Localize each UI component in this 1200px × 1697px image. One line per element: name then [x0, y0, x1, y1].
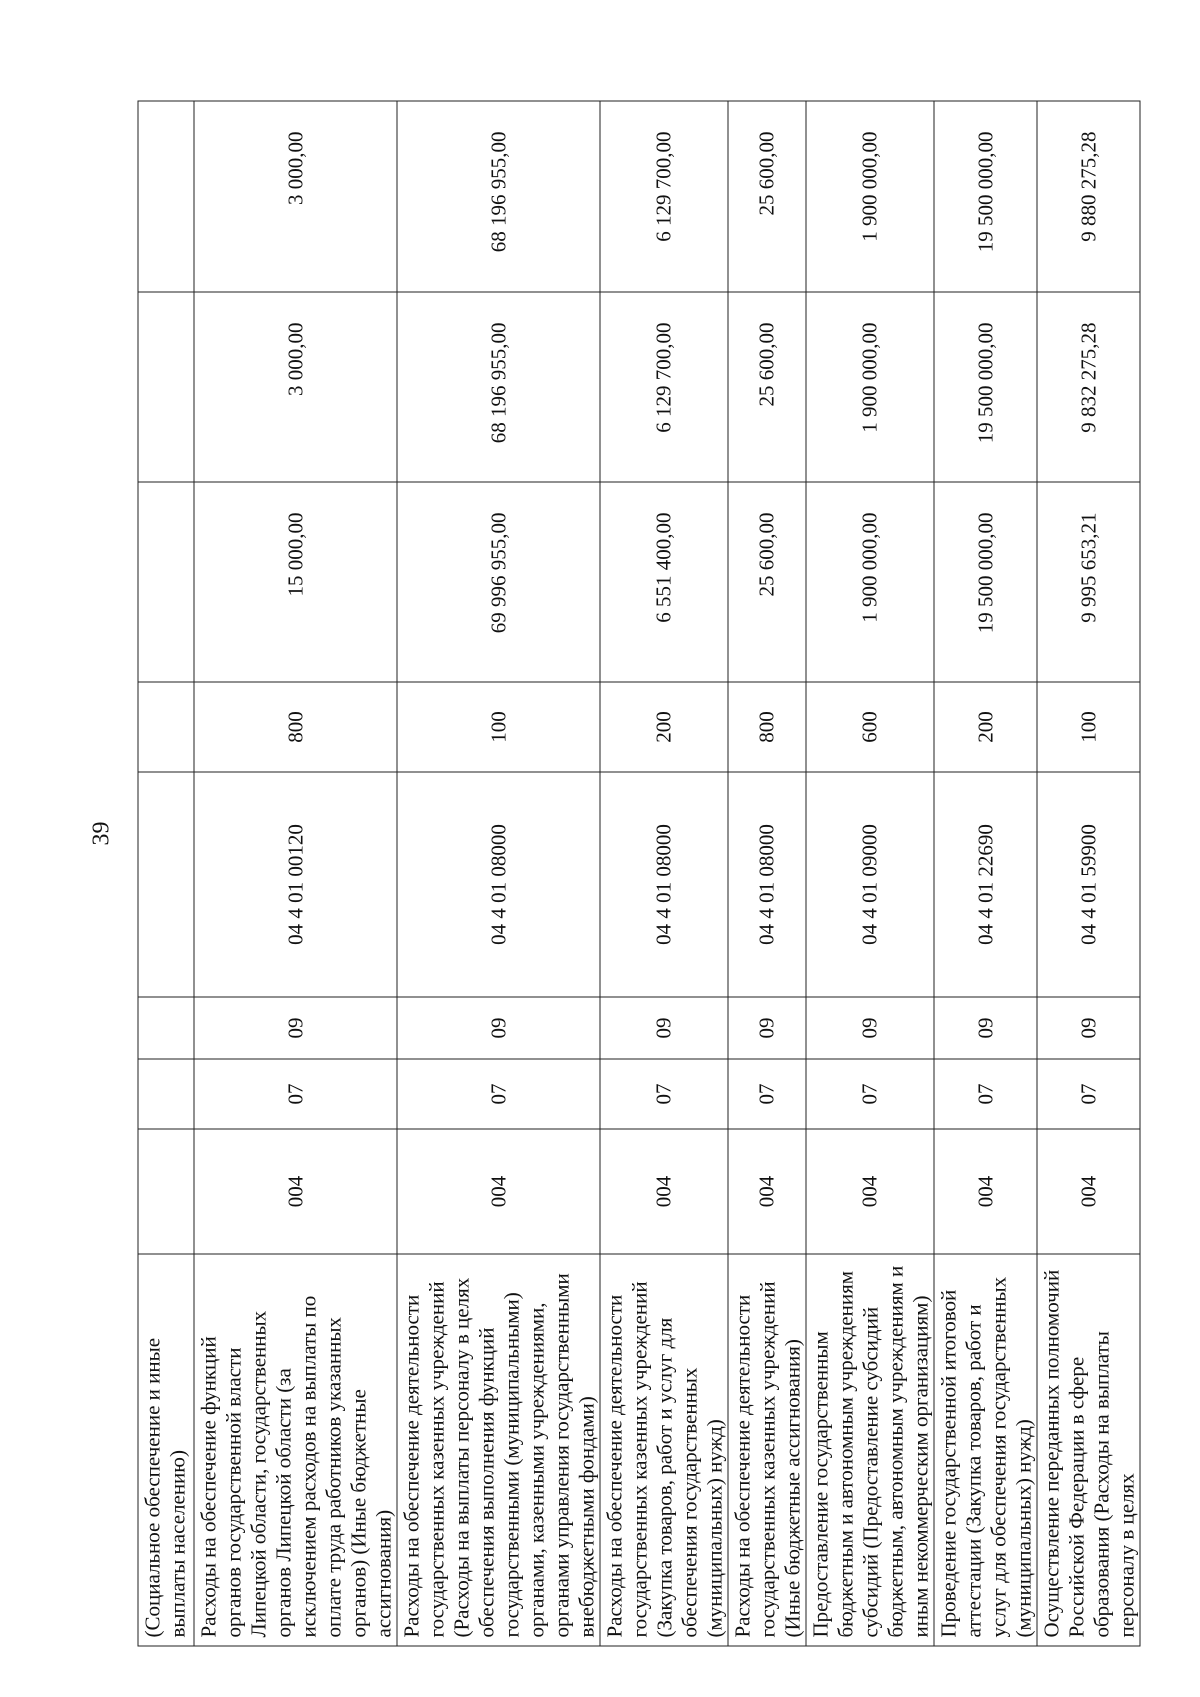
ministry-code [138, 1129, 194, 1254]
target-article-code: 04 4 01 09000 [806, 772, 934, 997]
budget-table [137, 101, 1140, 1647]
amount-year-2: 19 500 000,00 [934, 292, 1037, 482]
target-article-code: 04 4 01 22690 [934, 772, 1037, 997]
section-code: 07 [600, 1059, 728, 1129]
subsection-code: 09 [806, 997, 934, 1059]
amount-year-1: 1 900 000,00 [806, 482, 934, 682]
table-row [397, 101, 600, 1646]
target-article-code: 04 4 01 08000 [397, 772, 600, 997]
table-row [1037, 101, 1140, 1646]
amount-year-1: 69 996 955,00 [397, 482, 600, 682]
section-code: 07 [1037, 1059, 1140, 1129]
expense-type-code: 200 [600, 682, 728, 772]
amount-year-3: 3 000,00 [194, 101, 397, 292]
ministry-code: 004 [934, 1129, 1037, 1254]
section-code: 07 [194, 1059, 397, 1129]
amount-year-3: 9 880 275,28 [1037, 101, 1140, 292]
amount-year-2: 9 832 275,28 [1037, 292, 1140, 482]
subsection-code: 09 [194, 997, 397, 1059]
expense-type-code: 100 [1037, 682, 1140, 772]
row-description: Расходы на обеспечение функций органов государственной власти Липецкой области, государственных органов Липецкой области (за исключением расходов на выплаты по оплате труда работников указанных органов) (Иные бюджетные ассигнования) [194, 1254, 397, 1646]
ministry-code: 004 [600, 1129, 728, 1254]
target-article-code: 04 4 01 59900 [1037, 772, 1140, 997]
amount-year-2: 68 196 955,00 [397, 292, 600, 482]
table-row [138, 101, 194, 1646]
amount-year-3 [138, 101, 194, 292]
amount-year-3: 25 600,00 [728, 101, 806, 292]
section-code [138, 1059, 194, 1129]
table-body [138, 101, 1140, 1646]
amount-year-1: 6 551 400,00 [600, 482, 728, 682]
amount-year-2: 25 600,00 [728, 292, 806, 482]
ministry-code: 004 [194, 1129, 397, 1254]
expense-type-code: 100 [397, 682, 600, 772]
table-row [194, 101, 397, 1646]
target-article-code: 04 4 01 08000 [728, 772, 806, 997]
table-row [934, 101, 1037, 1646]
row-description: Проведение государственной итоговой аттестации (Закупка товаров, работ и услуг для обеспечения государственных (муниципальных) нужд) [934, 1254, 1037, 1646]
subsection-code [138, 997, 194, 1059]
expense-type-code: 800 [194, 682, 397, 772]
ministry-code: 004 [806, 1129, 934, 1254]
amount-year-3: 6 129 700,00 [600, 101, 728, 292]
expense-type-code [138, 682, 194, 772]
row-description: Расходы на обеспечение деятельности государственных казенных учреждений (Иные бюджетные ассигнования) [728, 1254, 806, 1646]
amount-year-1 [138, 482, 194, 682]
expense-type-code: 200 [934, 682, 1037, 772]
amount-year-1: 15 000,00 [194, 482, 397, 682]
section-code: 07 [806, 1059, 934, 1129]
row-description: Предоставление государственным бюджетным и автономным учреждениям субсидий (Предоставление субсидий бюджетным, автономным учреждениям и иным некоммерческим организациям) [806, 1254, 934, 1646]
section-code: 07 [397, 1059, 600, 1129]
table-row [728, 101, 806, 1646]
table-row [806, 101, 934, 1646]
subsection-code: 09 [934, 997, 1037, 1059]
amount-year-2: 1 900 000,00 [806, 292, 934, 482]
section-code: 07 [934, 1059, 1037, 1129]
target-article-code: 04 4 01 00120 [194, 772, 397, 997]
amount-year-2: 3 000,00 [194, 292, 397, 482]
section-code: 07 [728, 1059, 806, 1129]
amount-year-2 [138, 292, 194, 482]
subsection-code: 09 [728, 997, 806, 1059]
amount-year-1: 25 600,00 [728, 482, 806, 682]
table-row [600, 101, 728, 1646]
subsection-code: 09 [600, 997, 728, 1059]
amount-year-3: 19 500 000,00 [934, 101, 1037, 292]
row-description: (Социальное обеспечение и иные выплаты населению) [138, 1254, 194, 1646]
ministry-code: 004 [728, 1129, 806, 1254]
subsection-code: 09 [1037, 997, 1140, 1059]
rotated-table-container [137, 102, 1138, 1647]
subsection-code: 09 [397, 997, 600, 1059]
amount-year-1: 19 500 000,00 [934, 482, 1037, 682]
row-description: Расходы на обеспечение деятельности государственных казенных учреждений (Расходы на выплаты персоналу в целях обеспечения выполнения функций государственными (муниципальными) органами, казенными учреждениями, органами управления государственными внебюджетными фондами) [397, 1254, 600, 1646]
amount-year-2: 6 129 700,00 [600, 292, 728, 482]
expense-type-code: 800 [728, 682, 806, 772]
target-article-code [138, 772, 194, 997]
ministry-code: 004 [1037, 1129, 1140, 1254]
target-article-code: 04 4 01 08000 [600, 772, 728, 997]
expense-type-code: 600 [806, 682, 934, 772]
row-description: Осуществление переданных полномочий Российской Федерации в сфере образования (Расходы на выплаты персоналу в целях [1037, 1254, 1140, 1646]
amount-year-1: 9 995 653,21 [1037, 482, 1140, 682]
amount-year-3: 68 196 955,00 [397, 101, 600, 292]
ministry-code: 004 [397, 1129, 600, 1254]
page-number: 39 [88, 821, 115, 846]
row-description: Расходы на обеспечение деятельности государственных казенных учреждений (Закупка товаров, работ и услуг для обеспечения государственных (муниципальных) нужд) [600, 1254, 728, 1646]
amount-year-3: 1 900 000,00 [806, 101, 934, 292]
